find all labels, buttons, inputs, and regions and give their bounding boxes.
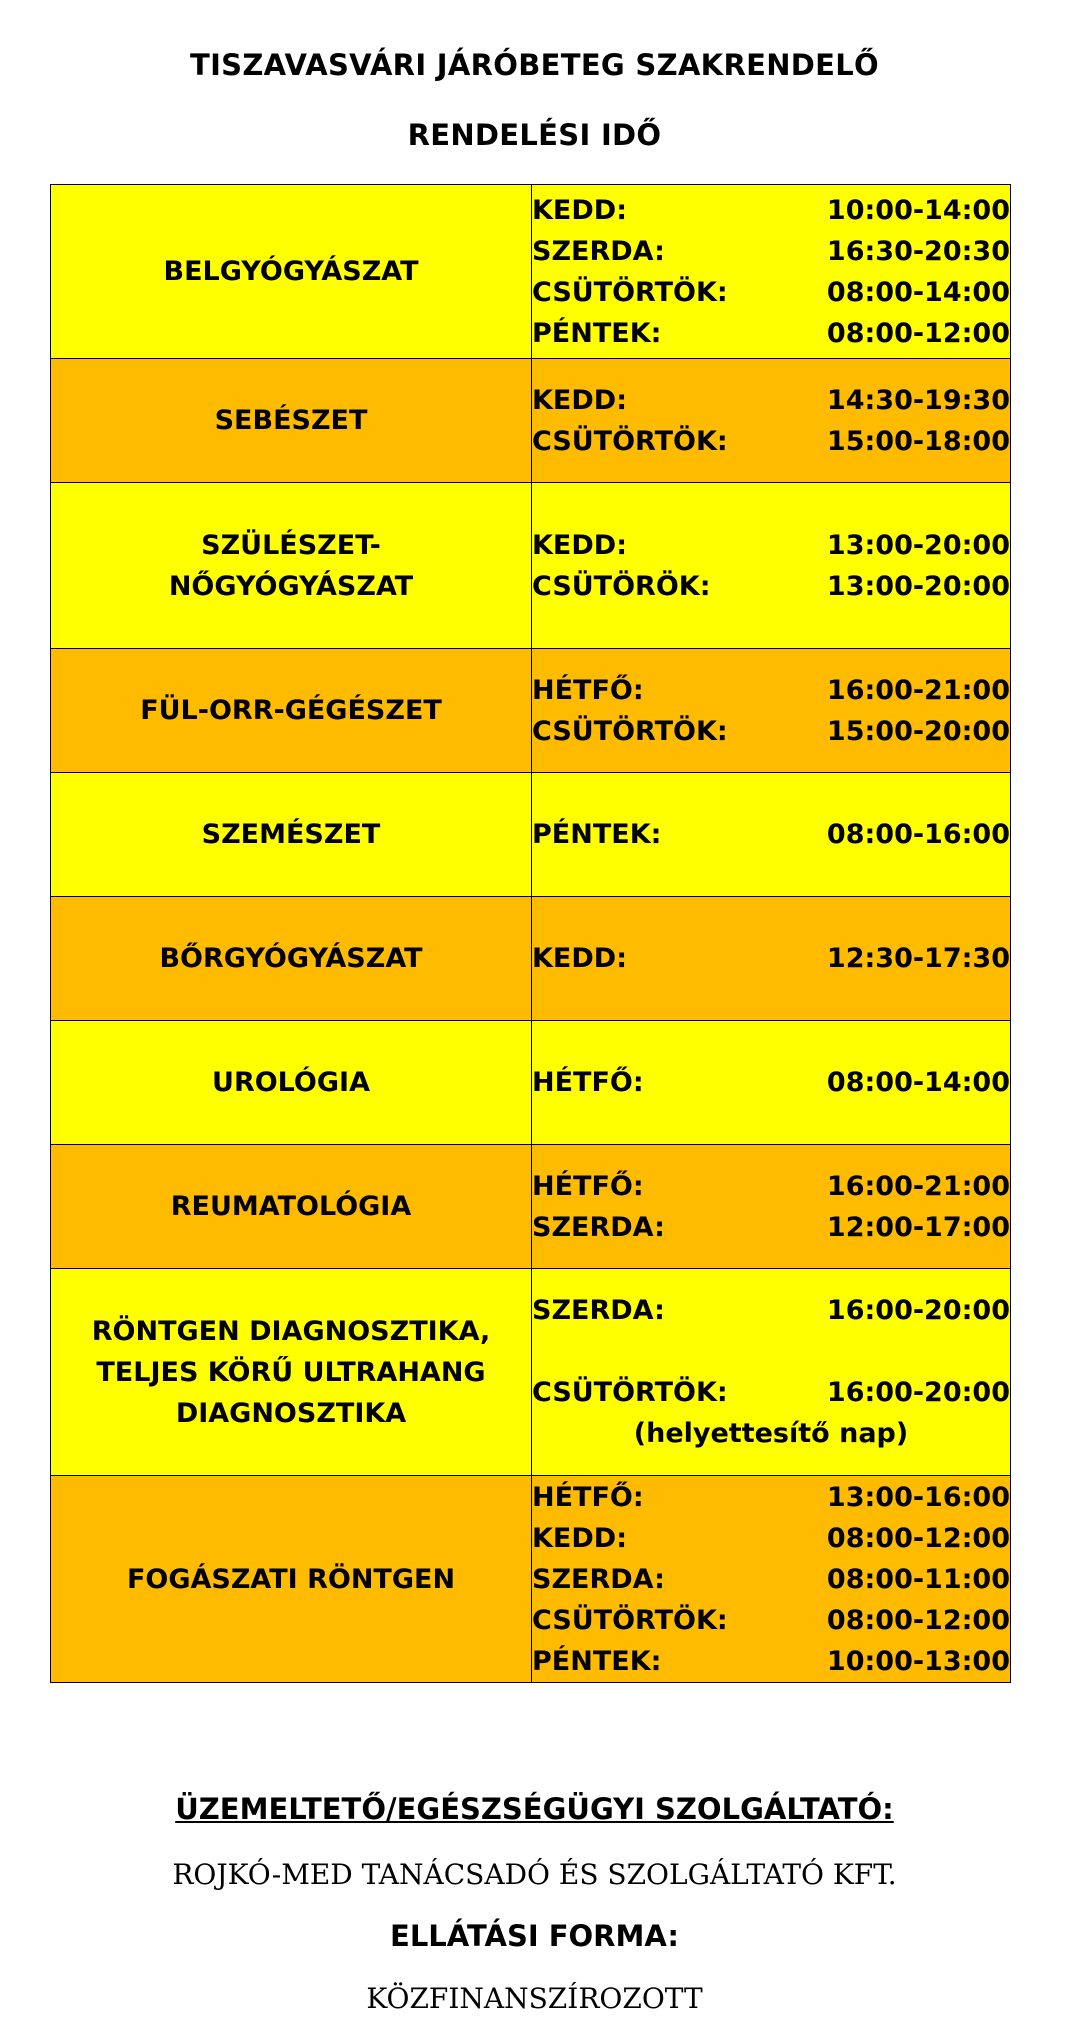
time-line [532,272,1010,313]
day-label: KEDD: [532,1522,627,1554]
times-cell [532,649,1011,773]
table-row [51,897,1011,1021]
time-line [532,525,1010,566]
table-row [51,483,1011,649]
day-label: PÉNTEK: [532,819,662,850]
time-range: 12:00-17:00 [826,1211,1010,1243]
table-row [51,1145,1011,1269]
department-line: TELJES KÖRŰ ULTRAHANG [96,1356,486,1388]
day-label: HÉTFŐ: [532,1067,644,1098]
time-range: 13:00-20:00 [826,529,1010,561]
time-range: 08:00-12:00 [826,317,1010,349]
day-label: HÉTFŐ: [532,674,644,706]
time-range: 08:00-12:00 [826,1522,1010,1554]
time-range: 08:00-14:00 [826,276,1010,308]
department-line: RÖNTGEN DIAGNOSZTIKA, [91,1315,491,1347]
times-cell [532,1269,1011,1476]
department-cell [51,1269,532,1476]
time-line [532,1290,1010,1331]
department-line: SZÜLÉSZET- [201,529,381,561]
time-range: 16:30-20:30 [826,235,1010,267]
page-title: TISZAVASVÁRI JÁRÓBETEG SZAKRENDELŐ [190,48,879,82]
time-range: 16:00-21:00 [826,674,1010,706]
department-cell: BELGYÓGYÁSZAT [51,185,532,359]
time-line [532,231,1010,272]
day-label: PÉNTEK: [532,1645,662,1677]
day-label: CSÜTÖRÖK: [532,570,711,602]
care-type-value: KÖZFINANSZÍROZOTT [366,1982,703,2015]
times-cell [532,1145,1011,1269]
day-label: KEDD: [532,529,627,561]
time-line [532,1600,1010,1641]
table-row [51,359,1011,483]
time-range: 16:00-20:00 [826,1377,1010,1408]
day-label: PÉNTEK: [532,317,662,349]
day-label: KEDD: [532,384,627,416]
department-line: NŐGYÓGYÁSZAT [168,570,414,602]
times-cell [532,483,1011,649]
time-range: 08:00-14:00 [826,1067,1010,1098]
day-label: KEDD: [532,194,627,226]
time-line [532,1477,1010,1518]
time-range: 10:00-14:00 [826,194,1010,226]
time-range: 14:30-19:30 [826,384,1010,416]
table-row [51,649,1011,773]
time-line [532,814,1010,855]
department-cell: FOGÁSZATI RÖNTGEN [51,1476,532,1683]
day-label: HÉTFŐ: [532,1170,644,1202]
department-cell: SEBÉSZET [51,359,532,483]
time-line [532,190,1010,231]
department-line: DIAGNOSZTIKA [175,1397,407,1429]
time-range: 15:00-18:00 [826,425,1010,457]
time-line [532,1518,1010,1559]
day-label: CSÜTÖRTÖK: [532,425,728,457]
time-line [532,313,1010,354]
day-label: SZERDA: [532,1563,665,1595]
time-range: 16:00-20:00 [826,1295,1010,1326]
day-label: SZERDA: [532,1295,665,1326]
time-line [532,1166,1010,1207]
spacer [532,1331,1010,1372]
table-row [51,1021,1011,1145]
day-label: CSÜTÖRTÖK: [532,1377,728,1408]
day-label: SZERDA: [532,235,665,267]
operator-label: ÜZEMELTETŐ/EGÉSZSÉGÜGYI SZOLGÁLTATÓ: [175,1792,894,1826]
table-row [51,1476,1011,1683]
page-subtitle: RENDELÉSI IDŐ [407,118,662,152]
department-cell: REUMATOLÓGIA [51,1145,532,1269]
day-label: HÉTFŐ: [532,1481,644,1513]
department-cell: FÜL-ORR-GÉGÉSZET [51,649,532,773]
time-range: 08:00-11:00 [826,1563,1010,1595]
day-label: KEDD: [532,943,627,974]
times-cell [532,1476,1011,1683]
time-line [532,1207,1010,1248]
time-line [532,1372,1010,1413]
table-row [51,773,1011,897]
time-line [532,1559,1010,1600]
day-label: CSÜTÖRTÖK: [532,276,728,308]
time-line [532,566,1010,607]
times-cell [532,897,1011,1021]
table-row [51,185,1011,359]
time-range: 13:00-16:00 [826,1481,1010,1513]
department-cell: SZEMÉSZET [51,773,532,897]
time-range: 10:00-13:00 [826,1645,1010,1677]
department-cell [51,483,532,649]
time-range: 13:00-20:00 [826,570,1010,602]
time-line [532,1062,1010,1103]
operator-name: ROJKÓ-MED TANÁCSADÓ ÉS SZOLGÁLTATÓ KFT. [172,1858,897,1891]
times-cell [532,359,1011,483]
department-cell: UROLÓGIA [51,1021,532,1145]
time-line [532,938,1010,979]
times-cell [532,773,1011,897]
time-range: 16:00-21:00 [826,1170,1010,1202]
time-line [532,380,1010,421]
times-cell [532,1021,1011,1145]
department-cell: BŐRGYÓGYÁSZAT [51,897,532,1021]
day-label: CSÜTÖRTÖK: [532,1604,728,1636]
table-row [51,1269,1011,1476]
day-label: SZERDA: [532,1211,665,1243]
time-range: 12:30-17:30 [826,943,1010,974]
schedule-table [50,184,1011,1683]
time-line [532,711,1010,752]
substitute-day-note: (helyettesítő nap) [633,1418,909,1449]
care-type-label: ELLÁTÁSI FORMA: [390,1919,679,1953]
time-line [532,670,1010,711]
time-range: 08:00-16:00 [826,819,1010,850]
time-line [532,421,1010,462]
time-range: 15:00-20:00 [826,715,1010,747]
time-range: 08:00-12:00 [826,1604,1010,1636]
times-cell [532,185,1011,359]
day-label: CSÜTÖRTÖK: [532,715,728,747]
time-line [532,1641,1010,1682]
